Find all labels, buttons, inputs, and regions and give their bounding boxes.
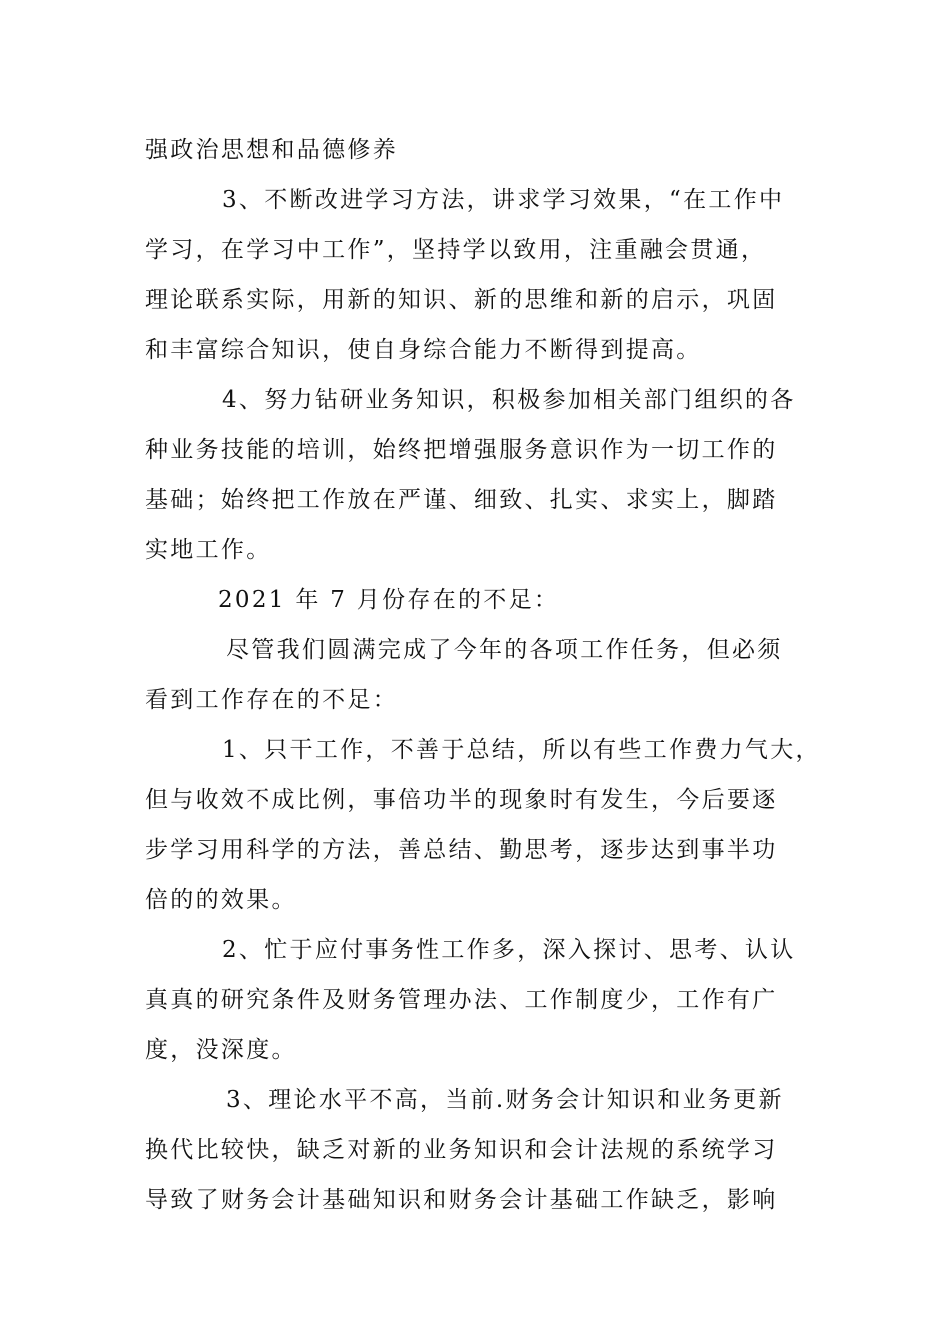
- text-line-11: 尽管我们圆满完成了今年的各项工作任务，但必须: [226, 637, 783, 663]
- text-line-8: 基础；始终把工作放在严谨、细致、扎实、求实上，脚踏: [145, 487, 778, 513]
- text-line-3: 学习，在学习中工作”，坚持学以致用，注重融会贯通，: [145, 237, 767, 263]
- text-line-9: 实地工作。: [145, 537, 272, 563]
- text-line-16: 倍的的效果。: [145, 887, 297, 913]
- text-line-15: 步学习用科学的方法，善总结、勤思考，逐步达到事半功: [145, 837, 778, 863]
- text-line-18: 真真的研究条件及财务管理办法、工作制度少，工作有广: [145, 987, 778, 1013]
- text-line-6: 4、努力钻研业务知识，积极参加相关部门组织的各: [222, 387, 796, 413]
- text-line-1: 强政治思想和品德修养: [145, 137, 398, 163]
- text-line-13: 1、只干工作，不善于总结，所以有些工作费力气大，: [222, 737, 821, 763]
- text-line-21: 换代比较快，缺乏对新的业务知识和会计法规的系统学习: [145, 1137, 778, 1163]
- text-line-22: 导致了财务会计基础知识和财务会计基础工作缺乏，影响: [145, 1187, 778, 1213]
- text-line-2: 3、不断改进学习方法，讲求学习效果，“在工作中: [222, 187, 785, 213]
- text-line-10: 2021 年 7 月份存在的不足：: [218, 587, 560, 613]
- text-line-14: 但与收效不成比例，事倍功半的现象时有发生，今后要逐: [145, 787, 778, 813]
- text-line-19: 度，没深度。: [145, 1037, 297, 1063]
- text-line-20: 3、理论水平不高，当前.财务会计知识和业务更新: [226, 1087, 784, 1113]
- text-line-4: 理论联系实际，用新的知识、新的思维和新的启示，巩固: [145, 287, 778, 313]
- text-line-17: 2、忙于应付事务性工作多，深入探讨、思考、认认: [222, 937, 796, 963]
- text-line-7: 种业务技能的培训，始终把增强服务意识作为一切工作的: [145, 437, 778, 463]
- text-line-12: 看到工作存在的不足：: [145, 687, 398, 713]
- text-line-5: 和丰富综合知识，使自身综合能力不断得到提高。: [145, 337, 702, 363]
